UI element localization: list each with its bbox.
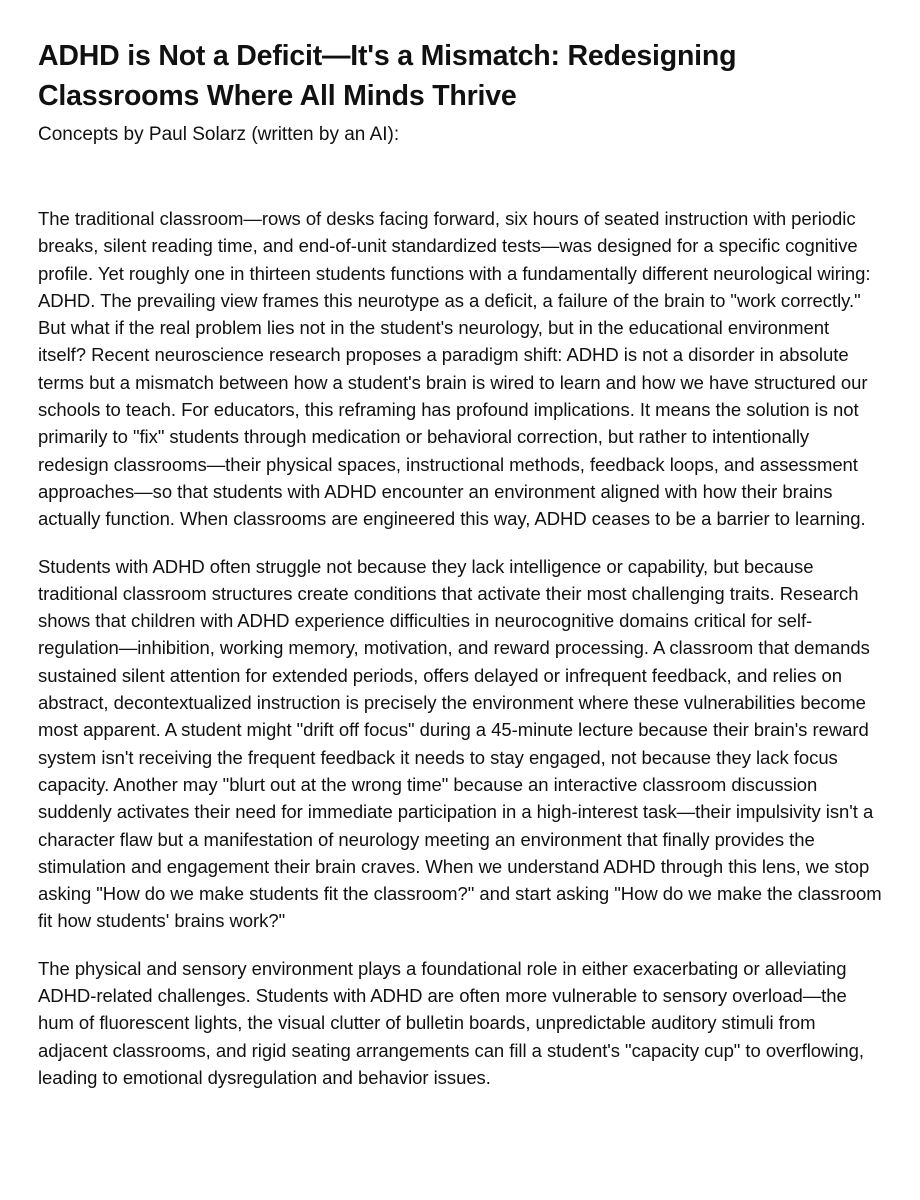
article-byline: Concepts by Paul Solarz (written by an AI): [38,124,400,145]
paragraph-mismatch: Students with ADHD often struggle not because they lack intelligence or capability, but because traditional classroom structures create conditions that activate their most challenging traits. Research shows that children with ADHD experience difficulties in neurocognitive domains critical for self-regulation—inhibition, working memory, motivation, and reward processing. A classroom that demands sustained silent attention for extended periods, offers delayed or infrequent feedback, and relies on abstract, decontextualized instruction is precisely the environment where these vulnerabilities become most apparent. A student might "drift off focus" during a 45-minute lecture because their brain's reward system isn't receiving the frequent feedback it needs to stay engaged, not because they lack focus capacity. Another may "blurt out at the wrong time" because an interactive classroom discussion suddenly activates their need for immediate participation in a high-interest task—their impulsivity isn't a character flaw but a manifestation of neurology meeting an environment that finally provides the stimulation and engagement their brain craves. When we understand ADHD through this lens, we stop asking "How do we make students fit the classroom?" and start asking "How do we make the classroom fit how students' brains work?" [38,555,882,932]
article-body [38,205,882,1091]
paragraph-intro: The traditional classroom—rows of desks facing forward, six hours of seated instruction with periodic breaks, silent reading time, and end-of-unit standardized tests—was designed for a specific cognitive profile. Yet roughly one in thirteen students functions with a fundamentally different neurological wiring: ADHD. The prevailing view frames this neurotype as a deficit, a failure of the brain to "work correctly." But what if the real problem lies not in the student's neurology, but in the educational environment itself? Recent neuroscience research proposes a paradigm shift: ADHD is not a disorder in absolute terms but a mismatch between how a student's brain is wired to learn and how we have structured our schools to teach. For educators, this reframing has profound implications. It means the solution is not primarily to "fix" students through medication or behavioral correction, but rather to intentionally redesign classrooms—their physical spaces, instructional methods, feedback loops, and assessment approaches—so that students with ADHD encounter an environment aligned with how their brains actually function. When classrooms are engineered this way, ADHD ceases to be a barrier to learning. [38,208,871,530]
article-title: ADHD is Not a Deficit—It's a Mismatch: Redesigning Classrooms Where All Minds Thrive [38,40,737,112]
paragraph-environment: The physical and sensory environment plays a foundational role in either exacerbating or alleviating ADHD-related challenges. Students with ADHD are often more vulnerable to sensory overload—the hum of fluorescent lights, the visual clutter of bulletin boards, unpredictable auditory stimuli from adjacent classrooms, and rigid seating arrangements can fill a student's "capacity cup" to overflowing, leading to emotional dysregulation and behavior issues. [38,957,864,1088]
